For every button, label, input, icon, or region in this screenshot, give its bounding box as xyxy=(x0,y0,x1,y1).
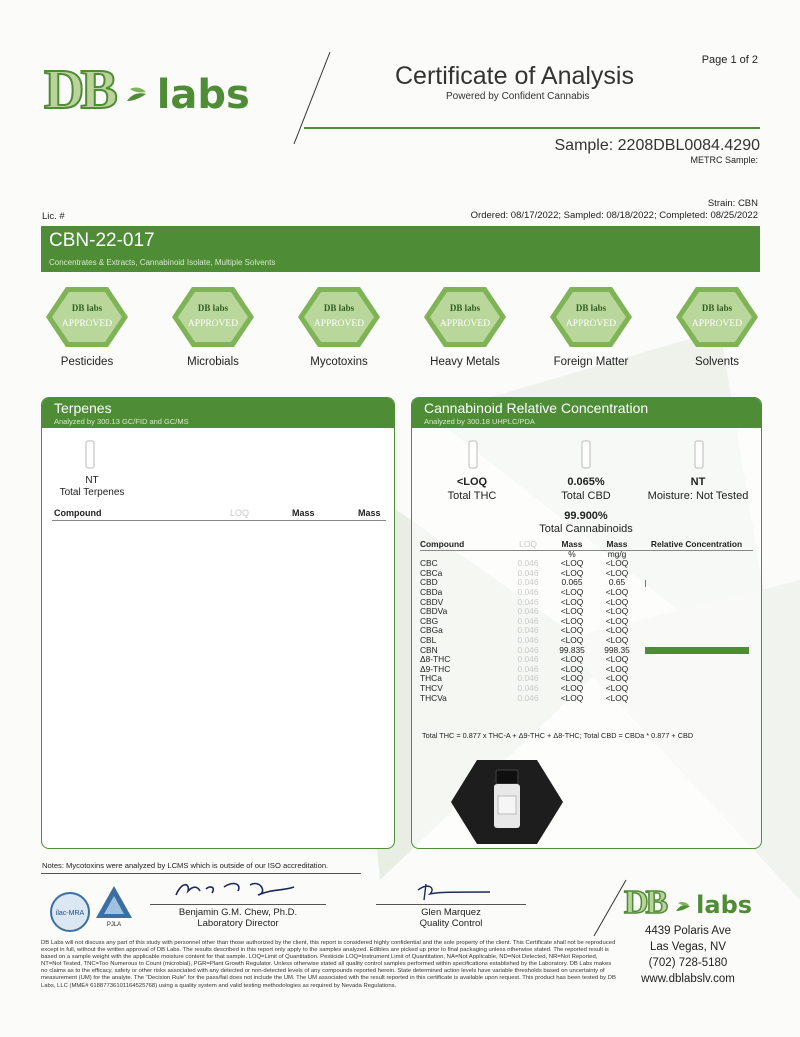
cannabinoid-name: CBDa xyxy=(420,586,443,597)
col-relative-concentration: Relative Concentration xyxy=(650,539,743,549)
cannabinoid-pct: <LOQ xyxy=(560,625,584,636)
cannabinoid-mg: <LOQ xyxy=(605,634,629,645)
total-cbd-value: 0.065% xyxy=(567,476,605,488)
cannabinoid-loq: 0.046 xyxy=(517,644,539,655)
cannabinoid-loq: 0.046 xyxy=(517,663,539,674)
cannabinoid-row xyxy=(420,694,753,704)
cannabinoid-loq: 0.046 xyxy=(517,586,539,597)
cannabinoid-pct: 0.065 xyxy=(561,577,583,588)
cannabinoid-loq: 0.046 xyxy=(517,577,539,588)
cannabinoid-mg: <LOQ xyxy=(605,692,629,703)
terpenes-header xyxy=(42,398,394,428)
cannabinoid-table xyxy=(420,540,753,703)
badge-label: Microbials xyxy=(187,356,239,368)
cannabinoid-loq: 0.046 xyxy=(517,673,539,684)
cannabinoid-name: THCa xyxy=(420,673,442,684)
signature-line-1 xyxy=(150,904,326,905)
badge-label: Foreign Matter xyxy=(553,356,629,368)
address-web: www.dblabslv.com xyxy=(641,973,735,985)
strain: Strain: CBN xyxy=(707,198,758,209)
moisture-label: Moisture: Not Tested xyxy=(647,490,749,502)
cannabinoid-name: CBG xyxy=(420,615,439,626)
address-line2: Las Vegas, NV xyxy=(649,941,727,953)
cannabinoid-units-row xyxy=(420,550,753,560)
approval-badge xyxy=(548,284,634,378)
col-mass-pct: Mass xyxy=(561,539,583,549)
approved-stamp-icon xyxy=(44,284,130,350)
total-terpenes-label: Total Terpenes xyxy=(59,487,125,498)
cannabinoid-loq: 0.046 xyxy=(517,682,539,693)
cannabinoids-header xyxy=(412,398,761,428)
thc-vial-icon xyxy=(467,440,479,470)
approved-stamp-icon xyxy=(296,284,382,350)
cannabinoid-mg: <LOQ xyxy=(605,625,629,636)
cannabinoid-pct: <LOQ xyxy=(560,673,584,684)
leaf-icon xyxy=(124,76,152,110)
cannabinoid-pct: 99.835 xyxy=(559,644,585,655)
approved-stamp-icon xyxy=(548,284,634,350)
total-cannabinoids-label: Total Cannabinoids xyxy=(539,523,633,535)
cannabinoids-title: Cannabinoid Relative Concentration xyxy=(424,400,649,416)
cannabinoid-mg: <LOQ xyxy=(605,673,629,684)
cannabinoid-name: CBN xyxy=(420,644,438,655)
stamp-top-text: DB labs xyxy=(197,303,229,313)
terpenes-panel xyxy=(41,397,395,849)
total-thc-value: <LOQ xyxy=(456,476,488,488)
approval-badge xyxy=(170,284,256,378)
total-cbd-label: Total CBD xyxy=(561,490,611,502)
cannabinoid-mg: 0.65 xyxy=(608,577,626,588)
cannabinoid-mg: <LOQ xyxy=(605,596,629,607)
stamp-approved-text: APPROVED xyxy=(313,319,365,329)
sample-name: CBN-22-017 xyxy=(49,230,155,251)
stamp-top-text: DB labs xyxy=(575,303,607,313)
pjla-text: PJLA xyxy=(106,922,122,928)
cannabinoid-loq: 0.046 xyxy=(517,625,539,636)
cannabinoid-pct: <LOQ xyxy=(560,567,584,578)
cannabinoid-loq: 0.046 xyxy=(517,634,539,645)
signature-line-2 xyxy=(376,904,526,905)
sample-category: Concentrates & Extracts, Cannabinoid Isolate, Multiple Solvents xyxy=(49,258,276,267)
document-title: Certificate of Analysis xyxy=(395,62,634,90)
cannabinoid-name: Δ8-THC xyxy=(420,654,451,665)
relative-concentration-bar xyxy=(645,647,749,654)
cannabinoid-loq: 0.046 xyxy=(517,606,539,617)
cannabinoid-loq: 0.046 xyxy=(517,615,539,626)
cannabinoid-mg: <LOQ xyxy=(605,654,629,665)
notes-rule xyxy=(41,873,361,874)
cannabinoid-loq: 0.046 xyxy=(517,692,539,703)
cannabinoid-name: CBD xyxy=(420,577,438,588)
director-name: Benjamin G.M. Chew, Ph.D. xyxy=(178,907,298,918)
approval-badge xyxy=(296,284,382,378)
cannabinoid-row xyxy=(420,559,753,569)
approved-stamp-icon xyxy=(674,284,760,350)
dblabs-logo xyxy=(44,59,250,122)
metrc-sample: METRC Sample: xyxy=(690,155,758,165)
stamp-approved-text: APPROVED xyxy=(691,319,743,329)
cannabinoid-row xyxy=(420,665,753,675)
cannabinoid-mg: 998.35 xyxy=(604,644,630,655)
approval-badge xyxy=(422,284,508,378)
cannabinoid-pct: <LOQ xyxy=(560,663,584,674)
total-cannabinoids-value: 99.900% xyxy=(564,510,608,522)
cannabinoid-name: CBC xyxy=(420,558,438,569)
terpenes-title: Terpenes xyxy=(54,400,112,416)
stamp-top-text: DB labs xyxy=(71,303,103,313)
footer-logo-db: DB xyxy=(624,884,666,921)
cannabinoid-name: CBDVa xyxy=(420,606,448,617)
cannabinoid-loq: 0.046 xyxy=(517,654,539,665)
stamp-approved-text: APPROVED xyxy=(565,319,617,329)
cannabinoid-name: THCV xyxy=(420,682,443,693)
approval-badge xyxy=(44,284,130,378)
moisture-value: NT xyxy=(690,476,706,488)
disclaimer: DB Labs will not discuss any part of this study with personnel other than those authorized by the client, this report is considered highly confidential and the sole property of the client. This Certificate shall not be reproduced except in full, without the written approval of DB Labs. The results described in this report only apply to the samples analyzed. Edibles are picked up prior to final packaging unless otherwise stated. The reported result is based on a sample weight with the applicable moisture content for that sample. LOQ=Limit of Quantitation. Pesticide LOQ=Instrument Limit of Quantitation, NA=Not Applicable, ND=Not Detected, NR=Not Reported, NT=Not Tested, TNC=Too Numerous to Count (microbial), PGR=Plant Growth Regulator. Unless otherwise stated all quality control samples performed within specifications established by the Laboratory. DB Labs makes no claims as to the efficacy, safety or other risks associated with any detected or non-detected levels of any compounds reported herein. State determined action levels have variable thresholds based on uncertainty of measurement (UM) for the analyte. The "Decision Rule" for the pass/fail does not include the UM. The UM associated with the result reported in this certificate is available upon request. This product has been tested by DB Labs, LLC (MME# 61887736101164525768) using a quality system and valid testing methodologies as required by Nevada Regulations. xyxy=(41,940,616,989)
cannabinoid-pct: <LOQ xyxy=(560,596,584,607)
total-thc-label: Total THC xyxy=(447,490,497,502)
footer-logo-labs: labs xyxy=(696,891,753,919)
terpenes-method: Analyzed by 300.13 GC/FID and GC/MS xyxy=(54,417,189,426)
cannabinoid-row xyxy=(420,684,753,694)
footer-leaf-icon xyxy=(674,895,692,915)
signature-marquez xyxy=(408,878,498,904)
stamp-top-text: DB labs xyxy=(449,303,481,313)
cannabinoid-mg: <LOQ xyxy=(605,615,629,626)
qc-role: Quality Control xyxy=(419,918,483,929)
cannabinoid-row xyxy=(420,636,753,646)
cannabinoid-pct: <LOQ xyxy=(560,615,584,626)
cannabinoid-pct: <LOQ xyxy=(560,654,584,665)
badge-label: Mycotoxins xyxy=(310,356,368,368)
moisture-vial-icon xyxy=(693,440,705,470)
cannabinoid-row xyxy=(420,607,753,617)
sample-id: Sample: 2208DBL0084.4290 xyxy=(554,137,760,154)
director-role: Laboratory Director xyxy=(197,918,279,929)
sample-banner xyxy=(41,226,760,272)
qc-name: Glen Marquez xyxy=(421,907,481,918)
badge-label: Heavy Metals xyxy=(430,356,500,368)
cannabinoid-mg: <LOQ xyxy=(605,663,629,674)
approved-stamp-icon xyxy=(422,284,508,350)
stamp-approved-text: APPROVED xyxy=(187,319,239,329)
badge-label: Pesticides xyxy=(60,356,114,368)
notes: Notes: Mycotoxins were analyzed by LCMS which is outside of our ISO accreditation. xyxy=(42,861,329,870)
stamp-top-text: DB labs xyxy=(701,303,733,313)
cannabinoid-pct: <LOQ xyxy=(560,682,584,693)
cannabinoid-pct: <LOQ xyxy=(560,558,584,569)
cannabinoid-name: Δ9-THC xyxy=(420,663,451,674)
page-number: Page 1 of 2 xyxy=(701,54,758,66)
cannabinoid-loq: 0.046 xyxy=(517,567,539,578)
document-subtitle: Powered by Confident Cannabis xyxy=(446,91,590,102)
cannabinoid-table-header xyxy=(420,540,753,550)
approval-badge xyxy=(674,284,760,378)
cannabinoid-name: CBGa xyxy=(420,625,443,636)
license-number: Lic. # xyxy=(42,211,65,222)
order-dates: Ordered: 08/17/2022; Sampled: 08/18/2022; Completed: 08/25/2022 xyxy=(470,210,758,221)
relative-concentration-bar xyxy=(645,580,646,587)
cannabinoid-mg: <LOQ xyxy=(605,682,629,693)
approved-stamp-icon xyxy=(170,284,256,350)
badge-label: Solvents xyxy=(694,356,740,368)
cannabinoid-name: CBCa xyxy=(420,567,443,578)
col-loq: LOQ xyxy=(519,539,537,549)
cannabinoid-name: CBL xyxy=(420,634,437,645)
cannabinoid-row xyxy=(420,598,753,608)
cannabinoid-row xyxy=(420,569,753,579)
col-compound: Compound xyxy=(420,539,465,549)
cannabinoid-pct: <LOQ xyxy=(560,606,584,617)
cannabinoid-pct: <LOQ xyxy=(560,586,584,597)
unit-pct: % xyxy=(568,548,576,559)
cannabinoid-mg: <LOQ xyxy=(605,606,629,617)
unit-mg: mg/g xyxy=(607,548,627,559)
col-mass-mg: Mass xyxy=(358,508,381,518)
stamp-approved-text: APPROVED xyxy=(61,319,113,329)
cannabinoid-row xyxy=(420,655,753,665)
stamp-approved-text: APPROVED xyxy=(439,319,491,329)
cannabinoid-mg: <LOQ xyxy=(605,567,629,578)
pjla-seal xyxy=(94,884,134,932)
cannabinoids-method: Analyzed by 300.18 UHPLC/PDA xyxy=(424,417,535,426)
logo-db-mark: DB xyxy=(44,59,114,121)
cannabinoid-row xyxy=(420,578,753,588)
col-compound: Compound xyxy=(54,508,102,518)
cannabinoid-pct: <LOQ xyxy=(560,692,584,703)
cannabinoid-row xyxy=(420,646,753,656)
cannabinoid-row xyxy=(420,617,753,627)
cannabinoid-mg: <LOQ xyxy=(605,586,629,597)
footer-logo xyxy=(624,886,752,920)
ilac-mra-seal xyxy=(48,890,92,934)
cannabinoid-pct: <LOQ xyxy=(560,634,584,645)
total-terpenes-value: NT xyxy=(85,475,99,486)
address-line1: 4439 Polaris Ave xyxy=(644,925,732,937)
cannabinoid-row xyxy=(420,674,753,684)
stamp-top-text: DB labs xyxy=(323,303,355,313)
cannabinoid-mg: <LOQ xyxy=(605,558,629,569)
cannabinoid-row xyxy=(420,588,753,598)
cannabinoid-name: THCVa xyxy=(420,692,447,703)
product-photo xyxy=(449,758,565,846)
terpenes-table-header xyxy=(48,508,388,520)
cannabinoid-loq: 0.046 xyxy=(517,558,539,569)
terpenes-header-rule xyxy=(52,520,386,521)
cannabinoid-name: CBDV xyxy=(420,596,444,607)
signature-chew xyxy=(172,875,302,905)
formula: Total THC = 0.877 x THC-A + Δ9-THC + Δ8-THC; Total CBD = CBDa * 0.877 + CBD xyxy=(422,731,694,740)
terpenes-vial-icon xyxy=(84,440,96,470)
logo-labs-text: labs xyxy=(156,72,250,118)
col-mass-pct: Mass xyxy=(292,508,315,518)
ilac-mra-text: ilac-MRA xyxy=(55,910,85,917)
cannabinoid-loq: 0.046 xyxy=(517,596,539,607)
cannabinoid-row xyxy=(420,626,753,636)
cbd-vial-icon xyxy=(580,440,592,470)
col-loq: LOQ xyxy=(230,508,250,518)
cannabinoids-panel xyxy=(411,397,762,849)
col-mass-mg: Mass xyxy=(606,539,628,549)
address-phone: (702) 728-5180 xyxy=(648,957,728,969)
